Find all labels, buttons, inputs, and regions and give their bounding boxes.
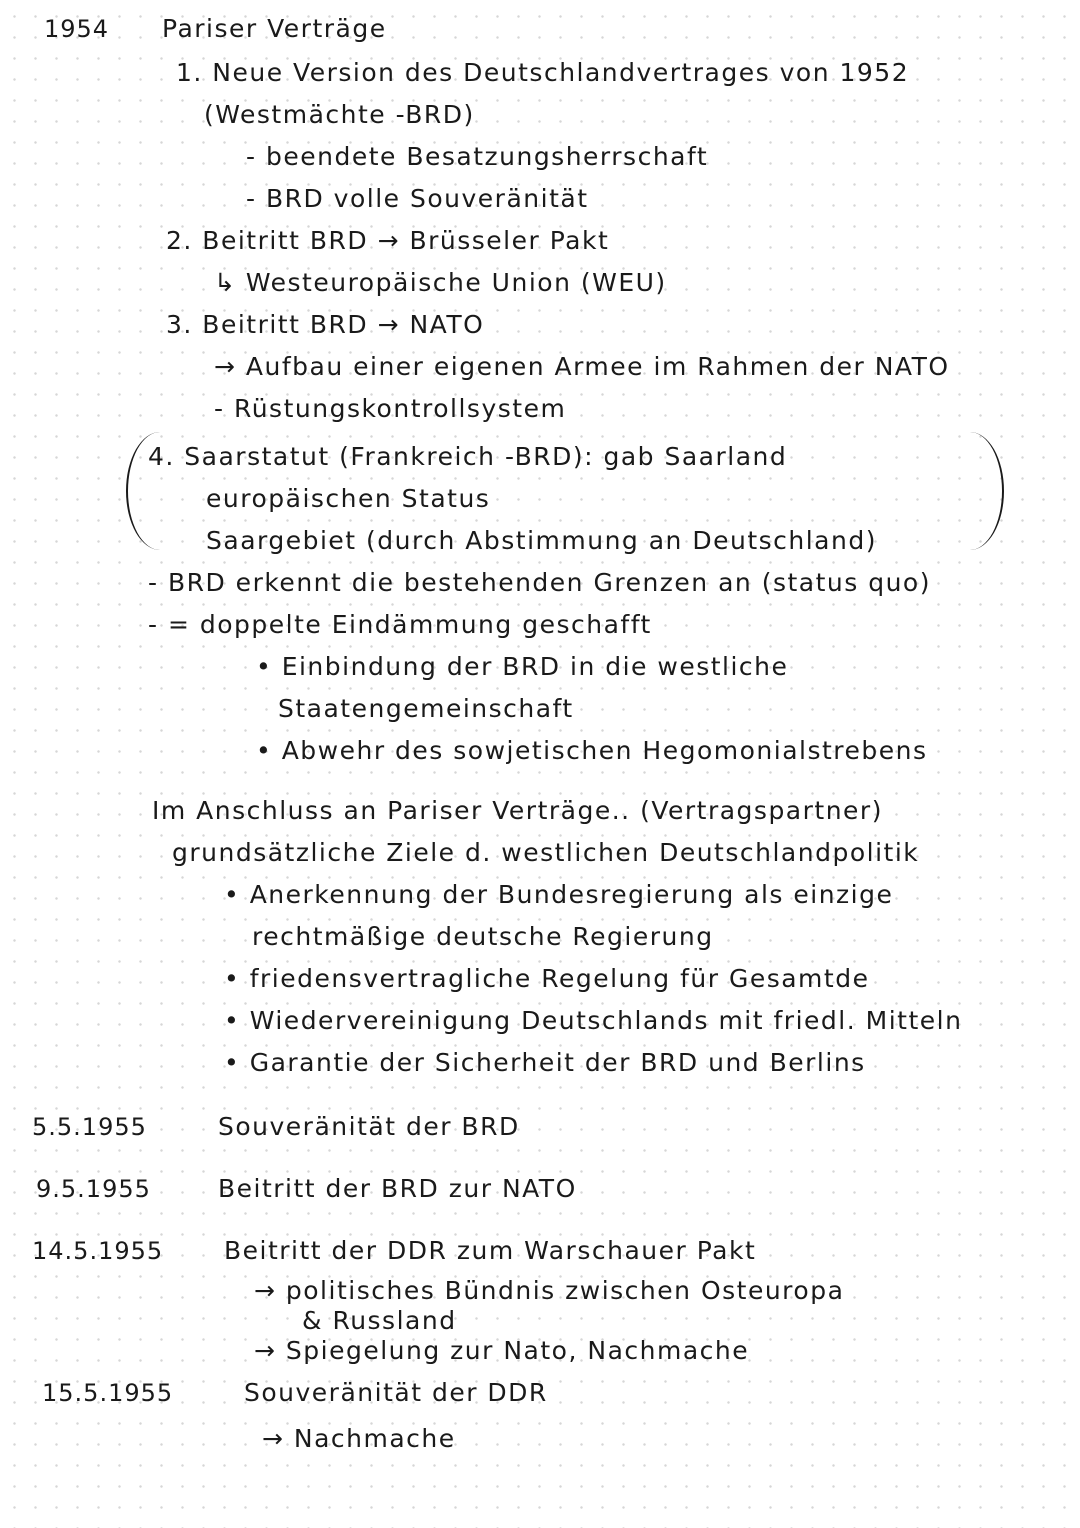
note-line: Souveränität der DDR (244, 1378, 548, 1407)
note-line: → Aufbau einer eigenen Armee im Rahmen der NATO (214, 352, 950, 381)
note-line: grundsätzliche Ziele d. westlichen Deutschlandpolitik (172, 838, 920, 867)
date-5-5-1955: 5.5.1955 (32, 1113, 147, 1141)
note-line: → Nachmache (262, 1424, 456, 1453)
note-line: - beendete Besatzungsherrschaft (246, 142, 709, 171)
bullet-item: • friedensvertragliche Regelung für Gesamtde (224, 964, 870, 993)
bullet-item: • Garantie der Sicherheit der BRD und Berlins (224, 1048, 866, 1077)
note-line: Souveränität der BRD (218, 1112, 520, 1141)
bullet-item: • Abwehr des sowjetischen Hegomonialstrebens (256, 736, 928, 765)
note-line: Beitritt der DDR zum Warschauer Pakt (224, 1236, 757, 1265)
heading-pariser-vertraege: Pariser Verträge (162, 14, 387, 43)
note-line: → politisches Bündnis zwischen Osteuropa (254, 1276, 845, 1305)
note-line: - Rüstungskontrollsystem (214, 394, 567, 423)
date-14-5-1955: 14.5.1955 (32, 1237, 164, 1265)
date-15-5-1955: 15.5.1955 (42, 1379, 174, 1407)
note-line: ↳ Westeuropäische Union (WEU) (214, 268, 667, 297)
note-line: Saargebiet (durch Abstimmung an Deutschland) (206, 526, 877, 555)
date-9-5-1955: 9.5.1955 (36, 1175, 151, 1203)
note-line: → Spiegelung zur Nato, Nachmache (254, 1336, 750, 1365)
bullet-item: • Einbindung der BRD in die westliche (256, 652, 789, 681)
note-line: & Russland (302, 1306, 457, 1335)
note-line: 4. Saarstatut (Frankreich -BRD): gab Saarland (148, 442, 788, 471)
note-line: - BRD volle Souveränität (246, 184, 589, 213)
bullet-item: • Wiedervereinigung Deutschlands mit friedl. Mitteln (224, 1006, 963, 1035)
note-line: rechtmäßige deutsche Regierung (252, 922, 714, 951)
note-line: europäischen Status (206, 484, 491, 513)
bracket-right (968, 432, 1004, 550)
note-line: 3. Beitritt BRD → NATO (166, 310, 485, 339)
note-line: 1. Neue Version des Deutschlandvertrages von 1952 (176, 58, 910, 87)
note-line: Im Anschluss an Pariser Verträge.. (Vertragspartner) (152, 796, 883, 825)
note-line: - BRD erkennt die bestehenden Grenzen an (status quo) (148, 568, 931, 597)
note-line: Staatengemeinschaft (278, 694, 574, 723)
note-line: - = doppelte Eindämmung geschafft (148, 610, 652, 639)
date-1954: 1954 (44, 15, 110, 43)
note-line: (Westmächte -BRD) (204, 100, 475, 129)
bullet-item: • Anerkennung der Bundesregierung als einzige (224, 880, 894, 909)
note-line: Beitritt der BRD zur NATO (218, 1174, 577, 1203)
note-line: 2. Beitritt BRD → Brüsseler Pakt (166, 226, 610, 255)
